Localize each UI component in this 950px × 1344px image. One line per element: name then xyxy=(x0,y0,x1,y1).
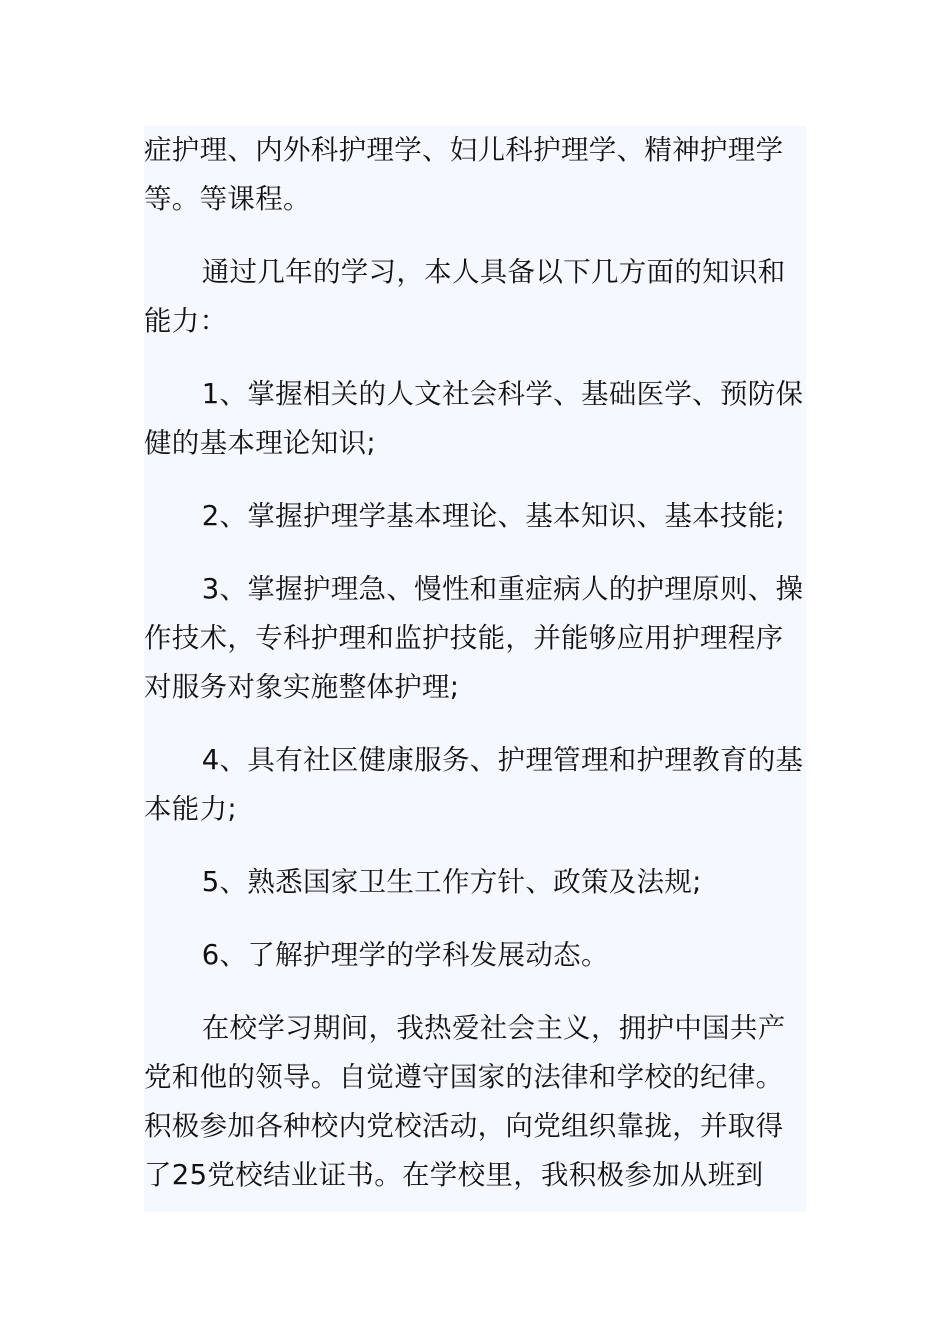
paragraph-item-1: 1、掌握相关的人文社会科学、基础医学、预防保健的基本理论知识; xyxy=(144,378,804,459)
paragraph-school-conduct: 在校学习期间，我热爱社会主义，拥护中国共产党和他的领导。自觉遵守国家的法律和学校的纪律。积极参加各种校内党校活动，向党组织靠拢，并取得了25党校结业证书。在学校里，我积极参加从班到 xyxy=(144,1012,786,1191)
paragraph-item-2: 2、掌握护理学基本理论、基本知识、基本技能; xyxy=(201,500,786,532)
paragraph-item-3: 3、掌握护理急、慢性和重症病人的护理原则、操作技术，专科护理和监护技能，并能够应用护理程序对服务对象实施整体护理; xyxy=(144,573,804,703)
document-text-area xyxy=(144,126,806,1212)
paragraph-item-6: 6、了解护理学的学科发展动态。 xyxy=(201,939,609,971)
paragraph-course-list: 症护理、内外科护理学、妇儿科护理学、精神护理学等。等课程。 xyxy=(144,134,784,215)
paragraph-item-5: 5、熟悉国家卫生工作方针、政策及法规; xyxy=(201,866,702,898)
paragraph-abilities-intro: 通过几年的学习，本人具备以下几方面的知识和能力： xyxy=(144,256,786,337)
paragraph-item-4: 4、具有社区健康服务、护理管理和护理教育的基本能力; xyxy=(144,744,804,825)
